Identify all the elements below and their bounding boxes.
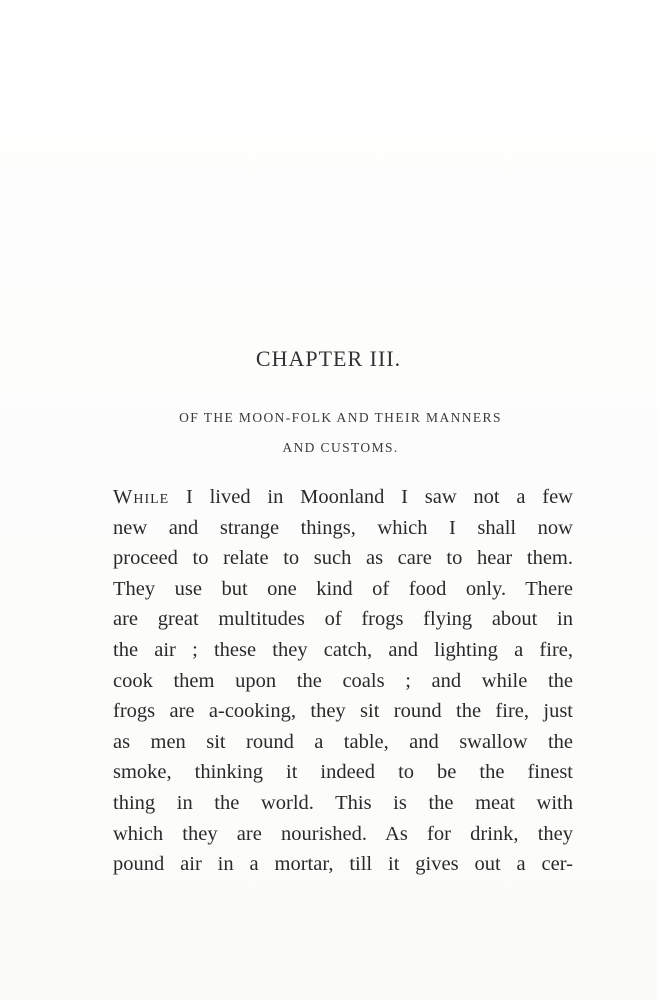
- body-line-10: smoke, thinking it indeed to be the finest: [113, 761, 573, 784]
- body-paragraph: [113, 482, 573, 880]
- body-line-3: proceed to relate to such as care to hear them.: [113, 547, 573, 570]
- body-line-1-text: I lived in Moonland I saw not a few: [169, 486, 573, 508]
- body-line-4: They use but one kind of food only. There: [113, 577, 573, 600]
- body-line-5: are great multitudes of frogs flying about in: [113, 608, 573, 631]
- body-line-12: which they are nourished. As for drink, they: [113, 822, 573, 845]
- body-line-2: new and strange things, which I shall now: [113, 516, 573, 539]
- body-line-11: thing in the world. This is the meat with: [113, 791, 573, 814]
- body-line-8: frogs are a-cooking, they sit round the fire, just: [113, 700, 573, 723]
- chapter-subtitle-line-1: OF THE MOON-FOLK AND THEIR MANNERS: [179, 410, 502, 425]
- body-line-6: the air ; these they catch, and lighting a fire,: [113, 638, 573, 661]
- chapter-heading: CHAPTER III.: [255, 346, 402, 371]
- body-line-13: pound air in a mortar, till it gives out a cer-: [113, 853, 573, 876]
- body-line-9: as men sit round a table, and swallow the: [113, 730, 573, 753]
- body-line-7: cook them upon the coals ; and while the: [113, 669, 573, 692]
- chapter-subtitle-line-2: AND CUSTOMS.: [282, 440, 399, 455]
- body-line-1: [113, 482, 573, 513]
- first-word-smallcaps: While: [113, 486, 170, 508]
